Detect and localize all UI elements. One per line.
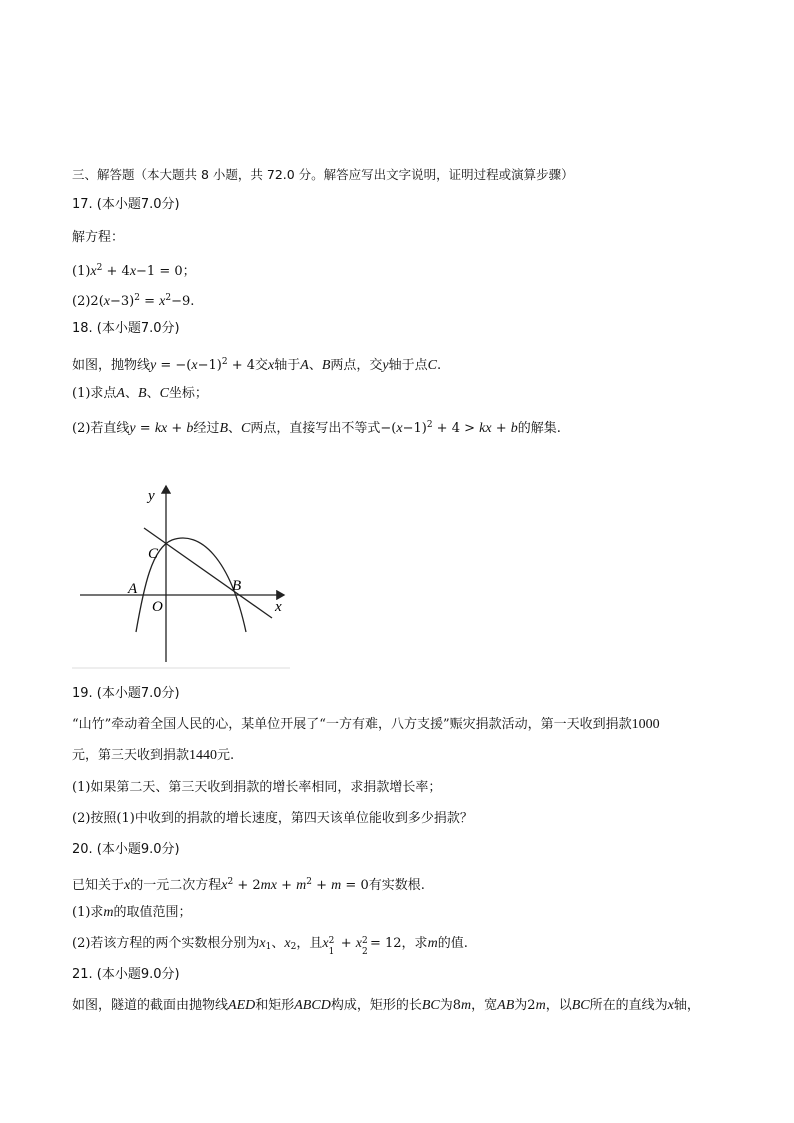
q19-part2: (2)按照(1)中收到的捐款的增长速度，第四天该单位能收到多少捐款？ bbox=[72, 811, 473, 826]
label-a: A bbox=[128, 581, 138, 597]
q20-part2-b: ，且 bbox=[296, 936, 323, 951]
q19-text-c: 元. bbox=[217, 748, 235, 763]
q17-part1-label: (1) bbox=[72, 264, 91, 279]
section-heading: 三、解答题（本大题共 8 小题，共 72.0 分。解答应写出文字说明，证明过程或演算步骤） bbox=[72, 167, 574, 182]
q18-part2-text-a: (2)若直线 bbox=[72, 421, 130, 436]
q21-text-i: 轴， bbox=[673, 998, 700, 1013]
q18-part1-end: 坐标； bbox=[168, 386, 208, 401]
q17-part1: $(1)x^2 + 4x-1 = 0$； bbox=[72, 263, 196, 279]
q19-text-line1 bbox=[72, 716, 660, 734]
q18-header: 18. (本小题7.0分) bbox=[72, 321, 180, 336]
q18-part2: (2)若直线y = kx + b经过B、C两点，直接写出不等式$-(x-1)^2 + 4$ > kx + b的解集. bbox=[72, 420, 561, 436]
line-bc bbox=[144, 528, 272, 618]
q18-part1-text: (1)求点 bbox=[72, 386, 117, 401]
q18-intro-text-e: 轴于点 bbox=[388, 358, 428, 373]
q21-header: 21. (本小题9.0分) bbox=[72, 967, 180, 982]
q20-part1-a: (1)求 bbox=[72, 905, 104, 920]
q18-intro-text-c: 轴于 bbox=[274, 358, 301, 373]
q21-text-a: 如图，隧道的截面由抛物线 bbox=[72, 998, 229, 1013]
q19-part1: (1)如果第二天、第三天收到捐款的增长率相同，求捐款增长率； bbox=[72, 780, 442, 795]
q21-text-h: 所在的直线为 bbox=[589, 998, 668, 1013]
label-c: C bbox=[148, 546, 159, 562]
q19-header: 19. (本小题7.0分) bbox=[72, 686, 180, 701]
q18-part1: (1)求点A、B、C坐标； bbox=[72, 386, 208, 401]
q17-part2: $(2)2(x-3)^2 = x^2-9$. bbox=[72, 293, 195, 309]
label-o: O bbox=[152, 599, 163, 615]
q18-intro-text-d: 两点，交 bbox=[330, 358, 383, 373]
q20-stem-a: 已知关于 bbox=[72, 878, 125, 893]
q17-part2-label: (2) bbox=[72, 294, 91, 309]
q20-part2-a: (2)若该方程的两个实数根分别为 bbox=[72, 936, 260, 951]
q20-stem: 已知关于x的一元二次方程$x^2 + 2mx + m^2 + m = 0$有实数根. bbox=[72, 877, 425, 893]
parabola-figure bbox=[72, 478, 292, 673]
q18-part2-text-b: 经过 bbox=[193, 421, 220, 436]
q19-amount1: 1000 bbox=[631, 717, 660, 732]
q21-text-c: 构成，矩形的长 bbox=[330, 998, 422, 1013]
label-b: B bbox=[232, 578, 242, 594]
q20-part2-d: 的值. bbox=[437, 936, 468, 951]
q21-text-b: 和矩形 bbox=[255, 998, 295, 1013]
q18-part2-text-c: 两点，直接写出不等式 bbox=[250, 421, 381, 436]
q20-stem-c: 有实数根. bbox=[368, 878, 425, 893]
label-x: x bbox=[275, 599, 282, 615]
q21-text-g: ，以 bbox=[545, 998, 572, 1013]
q21-text-d: 为 bbox=[439, 998, 453, 1013]
q20-part2-c: ，求 bbox=[401, 936, 428, 951]
q21-text: 如图，隧道的截面由抛物线AED和矩形ABCD构成，矩形的长BC为8m，宽AB为2m，以BC所在的直线为x轴， bbox=[72, 998, 700, 1013]
q17-header: 17. (本小题7.0分) bbox=[72, 197, 180, 212]
q18-intro-text-a: 如图，抛物线 bbox=[72, 358, 151, 373]
q20-part1-b: 的取值范围； bbox=[113, 905, 192, 920]
q19-text-a: “山竹”牵动着全国人民的心，某单位开展了“一方有难，八方支援”赈灾捐款活动，第一天收到捐款 bbox=[72, 717, 632, 732]
q18-intro-text-b: 交 bbox=[255, 358, 269, 373]
q21-text-e: ，宽 bbox=[471, 998, 498, 1013]
q21-text-f: 为 bbox=[514, 998, 528, 1013]
q19-text-b: 元，第三天收到捐款 bbox=[72, 748, 190, 763]
q19-amount2: 1440 bbox=[189, 748, 218, 763]
q18-part2-text-d: 的解集. bbox=[517, 421, 561, 436]
q17-instruction: 解方程： bbox=[72, 230, 125, 245]
label-y: y bbox=[148, 488, 155, 504]
q20-part2: (2)若该方程的两个实数根分别为$x_1$、$x_2$，且x 2 1 + x 2 2 = 12，求m的值. bbox=[72, 935, 468, 957]
q20-stem-b: 的一元二次方程 bbox=[130, 878, 222, 893]
q18-intro: 如图，抛物线$y = -(x-1)^2 + 4$交x轴于A、B两点，交y轴于点C. bbox=[72, 357, 442, 373]
q19-text-line2 bbox=[72, 747, 234, 765]
q20-part1: (1)求m的取值范围； bbox=[72, 905, 192, 920]
q20-header: 20. (本小题9.0分) bbox=[72, 842, 180, 857]
